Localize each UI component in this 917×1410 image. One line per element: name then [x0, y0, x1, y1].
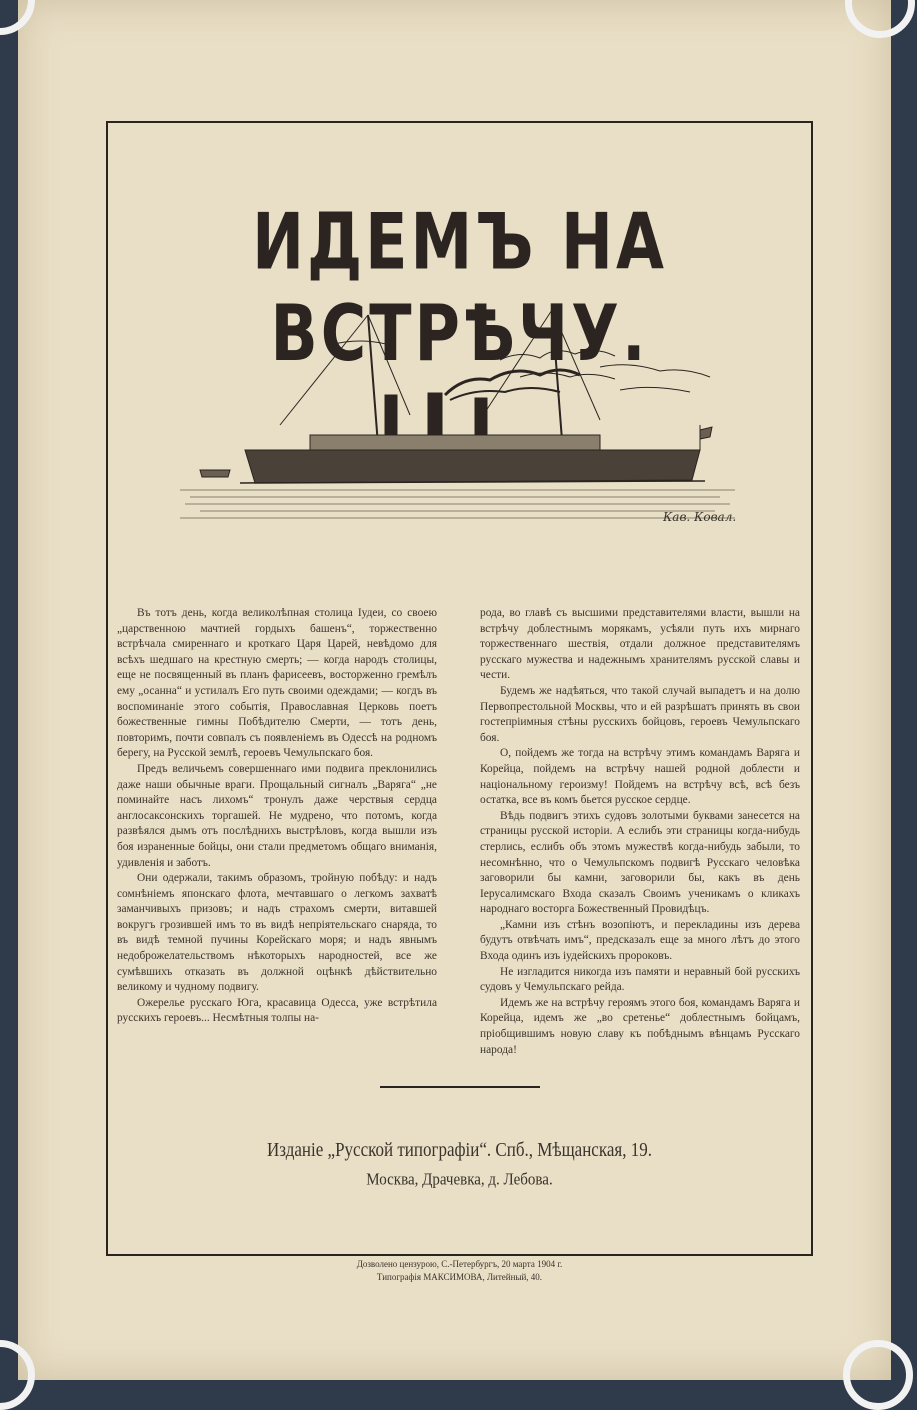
- paragraph: Идемъ же на встрѣчу героямъ этого боя, командамъ Варяга и Корейца, идемъ же „во сретенье“ доблестнымъ бойцамъ, пріобщившимъ новую славу къ побѣднымъ вѣнцамъ Русскаго народа!: [480, 996, 800, 1056]
- printer-note: Типографія МАКСИМОВА, Литейный, 40.: [376, 1272, 543, 1282]
- ship-illustration: [180, 305, 735, 535]
- paragraph: Не изгладится никогда изъ памяти и неравный бой русскихъ судовъ у Чемульпскаго рейда.: [480, 965, 800, 994]
- illustration-signature: Кав. Ковал.: [663, 510, 737, 524]
- paragraph: О, пойдемъ же тогда на встрѣчу этимъ командамъ Варяга и Корейца, пойдемъ на встрѣчу нашей родной доблести и національному героизму! Пойдемъ на встрѣчу всѣ, всѣ безъ остатка, все въ комъ бьется русское сердце.: [480, 747, 800, 807]
- paragraph: Предъ величьемъ совершеннаго ими подвига преклонились даже наши обычные враги. Прощальный сигналъ „Варяга“ „не поминайте насъ лихомъ“ тронулъ даже черствыя сердца англосаксонскихъ торгашей. Не мудрено, что потомъ, когда развѣялся дымъ отъ послѣднихъ выстрѣловъ, когда вышли изъ боя израненные бойцы, они стали предметомъ общаго вниманія, удивленія и заботъ.: [117, 762, 437, 869]
- ship-icon: [180, 305, 735, 535]
- paragraph: Будемъ же надѣяться, что такой случай выпадетъ и на долю Первопрестольной Москвы, что и ей разрѣшатъ принять въ свои гостепріимныя стѣны русскихъ бойцовъ, героевъ Чемульпскаго боя.: [480, 684, 800, 744]
- publisher-address: Москва, Драчевка, д. Лебова.: [366, 1170, 553, 1190]
- section-divider: [380, 1086, 540, 1088]
- article-left-column: [117, 606, 437, 1027]
- poster-title: ИДЕМЪ НА ВСТРѢЧУ.: [252, 196, 667, 379]
- publisher-imprint: Изданіе „Русской типографіи“. Спб., Мѣщанская, 19.: [267, 1138, 652, 1161]
- paragraph: Въ тотъ день, когда великолѣпная столица Іудеи, со своею „царственною мачтией гордыхъ башенъ“, торжественно встрѣчала смиреннаго и кроткаго Царя Царей, невѣдомо для всѣхъ шедшаго на крестную смерть; — когда народъ столицы, еще не посвященный въ планъ фарисеевъ, восторженно гремѣлъ ему „осанна“ и устилалъ Его путь своими одеждами; — когдъ въ воспоминаніе этого событія, Православная Церковь поетъ божественные гимны Побѣдителю Смерти, — тотъ день, повторимъ, почти совпалъ съ появленіемъ въ Одессѣ на родномъ берегу, на Русской землѣ, героевъ Чемульпскаго боя.: [117, 607, 437, 760]
- paragraph: Вѣдь подвигъ этихъ судовъ золотыми буквами занесется на страницы русской исторіи. А еслибъ эти страницы когда-нибудь стерлись, еслибъ объ этомъ мужествѣ когда-нибудь забыли, то несомнѣнно, что о Чемульпскомъ подвигѣ Русскаго человѣка заговорили бы камни, заговорили бы, какъ въ день Іерусалимскаго Входа сказалъ Своимъ ученикамъ о кликахъ народнаго восторга Божественный Провидѣцъ.: [480, 809, 800, 916]
- paragraph: „Камни изъ стѣнъ возопіютъ, и перекладины изъ дерева будутъ отвѣчать имъ“, предсказалъ еще за много лѣтъ до этого Входа одинъ изъ іудейскихъ пророковъ.: [480, 918, 800, 963]
- paragraph: рода, во главѣ съ высшими представителями власти, вышли на встрѣчу доблестнымъ морякамъ, усѣяли путь ихъ мирнаго торжественнаго шествія, отдали должное представителямъ русскаго мужества и надежнымъ хранителямъ русской славы и чести.: [480, 607, 800, 682]
- paragraph: Ожерелье русскаго Юга, красавица Одесса, уже встрѣтила русскихъ героевъ... Несмѣтныя толпы на-: [117, 996, 437, 1025]
- hanging-hook-bottom-right: [843, 1340, 913, 1410]
- censor-note: Дозволено цензурою, С.-Петербургъ, 20 марта 1904 г.: [356, 1259, 563, 1269]
- article-right-column: [480, 606, 800, 1058]
- paragraph: Они одержали, такимъ образомъ, тройную побѣду: и надъ сомнѣніемъ японскаго флота, мечтавшаго о легкомъ захватѣ заманчивыхъ призовъ; и надъ страхомъ смерти, витавшей вокругъ грозившей имъ то въ видѣ непріятельскаго снаряда, то въ видѣ темной пучины Корейскаго моря; и надъ явнымъ недоброжелательствомъ нѣкоторыхъ народностей, все же сумѣвшихъ отказать въ должной оцѣнкѣ дѣйствительно великому и чудному подвигу.: [117, 872, 437, 994]
